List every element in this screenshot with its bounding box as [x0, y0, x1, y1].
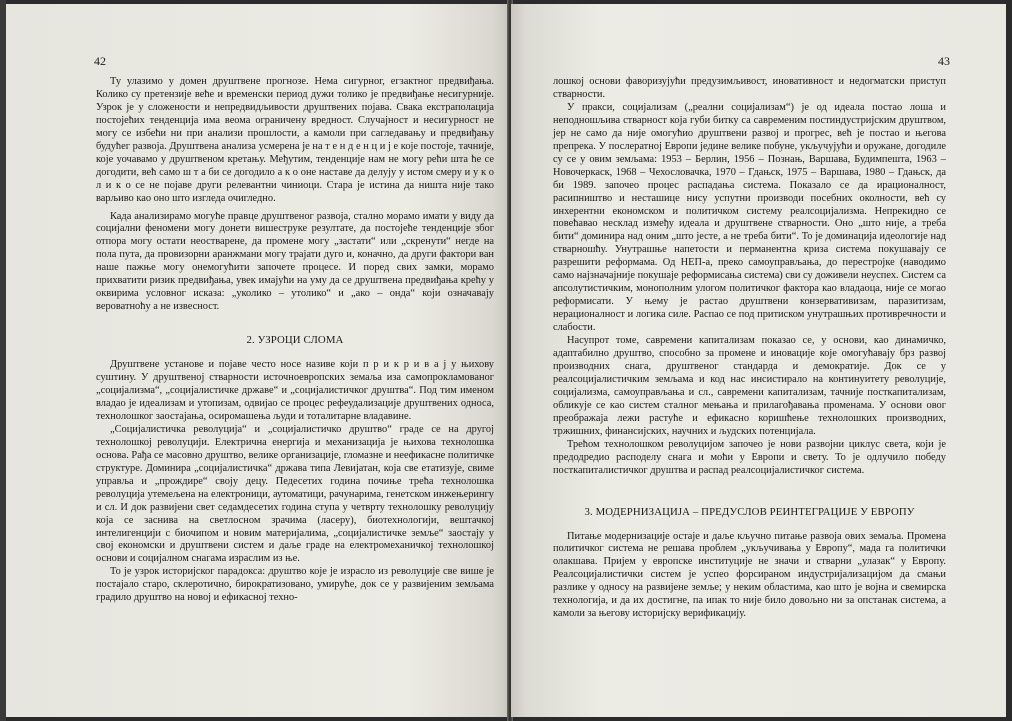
- paragraph: У пракси, социјализам („реални социјализам“) је од идеала постао лоша и неподношљива стварност која губи битку са савременим постиндустријским друштвом, јер не само да није омогућио друштвени развој и прогрес, већ је постао и његова препрека. У послератној Европи једине велике побуне, укључујући и оружане, догодиле су се у овим земљама: 1953 – Берлин, 1956 – Познањ, Варшава, Будимпешта, 1963 – Новочеркаск, 1968 – Чехословачка, 1970 – Гдањск, 1975 – Варшава, 1980 – Гдањск, да би 1989. започео процес распадања система. Показало се да ирационалност, расипништво и несташице нису успутни производи посебних околности, већ су инхерентни економском и политичком систему реалсоцијализма. Непрекидно се повећавао несклад између идеала и друштвене стварности. Оно „што није, а треба бити“ доминира над оним „што јесте, а не треба бити“. То је доминација идеологије над стварношћу. Унутрашње напетости и перманентна криза система покушавају се разрешити реформама. Од НЕП-а, преко самоуправљања, до перестројке (наводимо само најзначајније покушаје реформисања система) сви су доживели неуспех. Систем са апсолутистичким, монополним улогом политичког фактора као владаоца, није се могао реформисати. У њему је растао друштвени конзервативизам, паразитизам, нерационалност и логика силе. Распао се под притиском унутрашњих противречности и слабости.: [553, 101, 946, 334]
- page-number-left: 42: [94, 54, 106, 68]
- page-number-right: 43: [938, 54, 950, 68]
- paragraph: Ту улазимо у домен друштвене прогнозе. Нема сигурног, егзактног предвиђања. Колико су претензије веће и временски период дужи толико је предвиђање несигурније. Узрок је у сложености и непредвидљивости друштвених појава. Свака екстраполација постојећих тенденција има веома ограничену вредност. Случајност и несигурност не могу се избећи ни при анализи прошлости, а камоли при сагледавању и предвиђању будућег развоја. Друштвена анализа усмерена је на т е н д е н ц и ј е које постоје, тачније, које уочавамо у друштвеном кретању. Међутим, тенденције нам не могу рећи шта ће се догодити, већ само ш т а би се догодило а к о оне наставе да делују у истом смеру и у к о л и к о се не појаве други релевантни чиниоци. Стара је истина да ништа није тако варљиво као оно што изгледа очигледно.: [96, 76, 494, 204]
- paragraph: лошкој основи фаворизујући предузимљивост, иновативност и недогматски приступ стварности.: [553, 76, 946, 100]
- paragraph: Друштвене установе и појаве често носе називе који п р и к р и в а ј у њихову суштину. У друштвеној стварности источноевропских земаља иза самопрокламованог „социјализма“, „социјалистичке државе“ и „социјалистичког друштва“. Под тим именом владао је идеализам и утопизам, одвијао се процес рефеудализације друштвених односа, технолошког заостајања, осиромашења људи и тоталитарне владавине.: [96, 359, 494, 422]
- paragraph: Трећом технолошком револуцијом започео је нови развојни циклус света, који је предодредио расподелу снага и моћи у Европи и свету. То је одлучило победу посткапиталистичког друштва и распад реалсоцијалистичког система.: [553, 438, 946, 476]
- section-heading: 3. МОДЕРНИЗАЦИЈА – ПРЕДУСЛОВ РЕИНТЕГРАЦИЈЕ У ЕВРОПУ: [584, 505, 915, 518]
- right-page: [511, 4, 1006, 717]
- paragraph: Питање модернизације остаје и даље кључно питање развоја ових земаља. Промена политичког система не решава проблем „укључивања у Европу“, мада га политички олакшава. Пријем у европске институције не значи и стварни „улазак“ у Европу. Реалсоцијалистички систем је успео форсираном индустријализацијом да смањи разлике у односу на развијене земље; у неким областима, као што је војна и свемирска технологија, и да их достигне, па ипак то није било довољно ни за опстанак система, а камоли за његову историјску верификацију.: [553, 530, 946, 620]
- section-heading: 2. УЗРОЦИ СЛОМА: [246, 334, 344, 347]
- paragraph: Када анализирамо могуће правце друштвеног развоја, стално морамо имати у виду да социјални феномени могу донети вишеструке резултате, да постојеће тенденције због отпора могу остати неостварене, да промене могу „застати“ или „скренути“ негде на пола пута, да провизорни аранжмани могу трајати дуго и, коначно, да други фактори ван наше пажње могу онемогућити започете процесе. И поред свих замки, морамо прихватити ризик предвиђања, увек имајући на уму да се друштвена предвиђања крећу у оквирима условног исказа: „уколико – утолико“ и „ако – онда“ који означавају вероватноћу а не извесност.: [96, 210, 494, 313]
- right-page-text: [553, 76, 946, 621]
- paragraph: „Социјалистичка револуција“ и „социјалистичко друштво“ граде се на другој технолошкој револуцији. Електрична енергија и механизација је њихова технолошка основа. Рађа се масовно друштво, велике организације, гломазне и неефикасне политичке структуре. Доминира „социјалистичка“ држава типа Левијатан, која све етатизује, свиме управља и „прождире“ своју децу. Педесетих година почиње трећа технолошка револуција утемељена на електроници, аутоматици, рачунарима, генетском инжењерингу и сл. И док развијени свет седамдесетих година ступа у четврту технолошку револуцију која се заснива на светлосном зрачима (ласеру), биотехнологији, вештачкој интелигенцији с биочипом и новим материјалима, „социјалистичке земље“ заостају у свој економски и друштвени систем и даље граде на електромеханичкој технолошкој основи и социјалном снагама израслим из ње.: [96, 423, 494, 565]
- left-page: [6, 4, 509, 717]
- paragraph: Насупрот томе, савремени капитализам показао се, у основи, као динамичко, адаптабилно друштво, способно за промене и иновације које омогућавају брз развој производних снага, друштвеног стандарда и демократије. Док се у реалсоцијалистичким земљама и код нас инсистирало на континуитету револуције, социјализма, самоуправљања и сл., савремени капитализам, тачније посткапитализам, обликује се као систем сталног мењања и прилагођавања променама. У основи овог преображаја лежи растуће и ефикасно коришћење технолошких производних, тржишних, финансијских, научних и људских потенцијала.: [553, 335, 946, 437]
- paragraph: То је узрок историјског парадокса: друштво које је израсло из револуције све више је постајало старо, склеротично, бирократизовано, умируће, док се у развијеним земљама градило друштво на новој и ефикасној техно-: [96, 566, 494, 604]
- left-page-text: [96, 76, 494, 605]
